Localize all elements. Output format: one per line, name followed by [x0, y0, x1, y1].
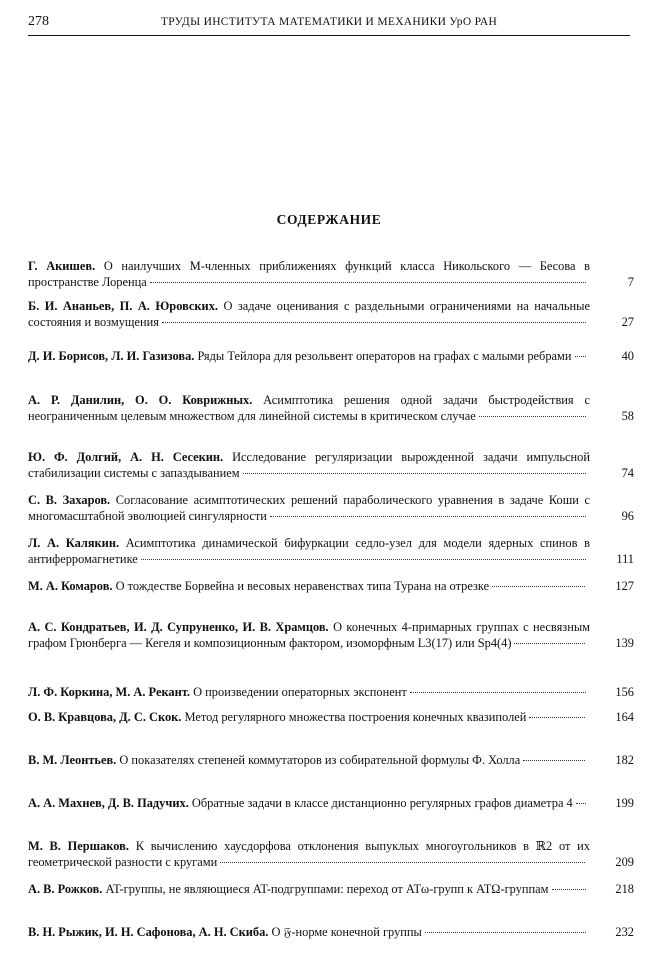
toc-entry-page-number: 139 — [615, 636, 634, 650]
toc-entry-page-number: 127 — [615, 579, 634, 593]
dot-leader — [552, 889, 586, 890]
toc-entry[interactable] — [28, 619, 634, 651]
dot-leader — [162, 322, 586, 323]
toc-entry-title: Исследование регуляризации вырожденной задачи импульсной стабилизации системы с запаздыванием — [28, 450, 590, 480]
toc-entry-authors: Г. Акишев. — [28, 259, 96, 273]
toc-entry[interactable] — [28, 392, 634, 424]
toc-entry-text — [28, 619, 590, 651]
toc-entry-title: Обратные задачи в классе дистанционно регулярных графов диаметра 4 — [191, 796, 573, 810]
dot-leader — [514, 643, 585, 644]
dot-leader — [410, 692, 586, 693]
toc-entry-page-number: 27 — [621, 315, 634, 329]
toc-entry-title: К вычислению хаусдорфова отклонения выпуклых многоугольников в ℝ2 от их геометрической разности с кругами — [28, 839, 590, 869]
toc-entry-authors: Л. А. Калякин. — [28, 536, 120, 550]
dot-leader — [529, 717, 585, 718]
toc-entry[interactable] — [28, 684, 634, 700]
toc-entry-authors: Б. И. Ананьев, П. А. Юровских. — [28, 299, 218, 313]
section-title: СОДЕРЖАНИЕ — [276, 212, 382, 227]
toc-entry-title: Согласование асимптотических решений параболического уравнения в задаче Коши с многомасштабной эволюцией сингулярности — [28, 493, 590, 523]
toc-entry[interactable] — [28, 578, 634, 594]
toc-entry[interactable] — [28, 449, 634, 481]
toc-entry-authors: О. В. Кравцова, Д. С. Скок. — [28, 710, 182, 724]
toc-entry-page-number: 7 — [627, 275, 634, 289]
toc-entry[interactable] — [28, 535, 634, 567]
dot-leader — [243, 473, 586, 474]
toc-entry-text — [28, 258, 590, 290]
toc-entry-authors: Д. И. Борисов, Л. И. Газизова. — [28, 349, 195, 363]
dot-leader — [425, 932, 586, 933]
toc-entry-page-number: 218 — [615, 882, 634, 896]
toc-entry-text — [28, 795, 590, 811]
toc-entry-text — [28, 298, 590, 330]
toc-entry[interactable] — [28, 348, 634, 364]
toc-entry-text — [28, 492, 590, 524]
toc-entry-authors: М. В. Першаков. — [28, 839, 129, 853]
dot-leader — [575, 356, 586, 357]
toc-entry-page-number: 111 — [616, 552, 634, 566]
toc-entry-authors: В. Н. Рыжик, И. Н. Сафонова, А. Н. Скиба. — [28, 925, 269, 939]
toc-entry-page-number: 74 — [621, 466, 634, 480]
toc-entry-page-number: 199 — [615, 796, 634, 810]
toc-entry-text — [28, 684, 590, 700]
toc-entry[interactable] — [28, 924, 634, 940]
page-number: 278 — [28, 14, 49, 29]
toc-entry[interactable] — [28, 298, 634, 330]
toc-entry-authors: С. В. Захаров. — [28, 493, 111, 507]
toc-entry-title: Асимптотика решения одной задачи быстродействия с неограниченным целевым множеством для линейной системы в критическом случае — [28, 393, 590, 423]
toc-entry-title: AT-группы, не являющиеся AT-подгруппами: переход от ATω-групп к ATΩ-группам — [105, 882, 549, 896]
toc-entry-title: О показателях степеней коммутаторов из собирательной формулы Ф. Холла — [119, 753, 521, 767]
toc-entry-authors: А. Р. Данилин, О. О. Коврижных. — [28, 393, 253, 407]
toc-entry-authors: В. М. Леонтьев. — [28, 753, 117, 767]
toc-entry-title: О наилучших M-членных приближениях функций класса Никольского — Бесова в пространстве Лоренца — [28, 259, 590, 289]
toc-entry-text — [28, 392, 590, 424]
toc-entry-text — [28, 752, 590, 768]
toc-entry-page-number: 156 — [615, 685, 634, 699]
toc-entry[interactable] — [28, 258, 634, 290]
toc-entry-text — [28, 881, 590, 897]
toc-entry-authors: Ю. Ф. Долгий, А. Н. Сесекин. — [28, 450, 224, 464]
toc-entry-title: О конечных 4-примарных группах с несвязным графом Грюнберга — Кегеля и композиционным фактором, изоморфным L3(17) или Sp4(4) — [28, 620, 590, 650]
toc-entry[interactable] — [28, 838, 634, 870]
toc-entry-page-number: 232 — [615, 925, 634, 939]
dot-leader — [141, 559, 586, 560]
toc-entry-page-number: 182 — [615, 753, 634, 767]
header-rule — [28, 35, 630, 36]
toc-entry[interactable] — [28, 752, 634, 768]
toc-entry-title: О 𝔉-норме конечной группы — [271, 925, 422, 939]
dot-leader — [576, 803, 586, 804]
toc-entry-title: Метод регулярного множества построения конечных квазиполей — [184, 710, 527, 724]
toc-entry-authors: А. А. Махнев, Д. В. Падучих. — [28, 796, 189, 810]
toc-entry[interactable] — [28, 492, 634, 524]
toc-entry-page-number: 40 — [621, 349, 634, 363]
dot-leader — [270, 516, 586, 517]
toc-entry-title: О задаче оценивания с раздельными ограничениями на начальные состояния и возмущения — [28, 299, 590, 329]
toc-entry-page-number: 164 — [615, 710, 634, 724]
toc-entry-authors: Л. Ф. Коркина, М. А. Рекант. — [28, 685, 191, 699]
toc-entry-text — [28, 535, 590, 567]
toc-entry-authors: А. В. Рожков. — [28, 882, 103, 896]
toc-entry-authors: А. С. Кондратьев, И. Д. Супруненко, И. В. Храмцов. — [28, 620, 329, 634]
toc-entry[interactable] — [28, 795, 634, 811]
toc-entry-page-number: 209 — [615, 855, 634, 869]
page-header — [28, 14, 630, 30]
toc-entry-text — [28, 348, 590, 364]
toc-entry-text — [28, 709, 590, 725]
toc-entry-title: О тождестве Борвейна и весовых неравенствах типа Турана на отрезке — [115, 579, 490, 593]
toc-entry-text — [28, 838, 590, 870]
dot-leader — [523, 760, 585, 761]
toc-entry-text — [28, 924, 590, 940]
dot-leader — [492, 586, 585, 587]
toc-entry-page-number: 58 — [621, 409, 634, 423]
toc-entry[interactable] — [28, 709, 634, 725]
toc-entry-title: О произведении операторных экспонент — [193, 685, 407, 699]
toc-entry-title: Ряды Тейлора для резольвент операторов на графах с малыми ребрами — [197, 349, 572, 363]
toc-entry-authors: М. А. Комаров. — [28, 579, 113, 593]
dot-leader — [479, 416, 586, 417]
dot-leader — [220, 862, 585, 863]
toc-entry-title: Асимптотика динамической бифуркации седло-узел для модели ядерных спинов в антиферромагнетике — [28, 536, 591, 566]
toc-entry-page-number: 96 — [621, 509, 634, 523]
toc-entry-text — [28, 578, 590, 594]
dot-leader — [150, 282, 586, 283]
running-title: ТРУДЫ ИНСТИТУТА МАТЕМАТИКИ И МЕХАНИКИ УрО РАН — [160, 16, 498, 28]
toc-entry[interactable] — [28, 881, 634, 897]
toc-entry-text — [28, 449, 590, 481]
